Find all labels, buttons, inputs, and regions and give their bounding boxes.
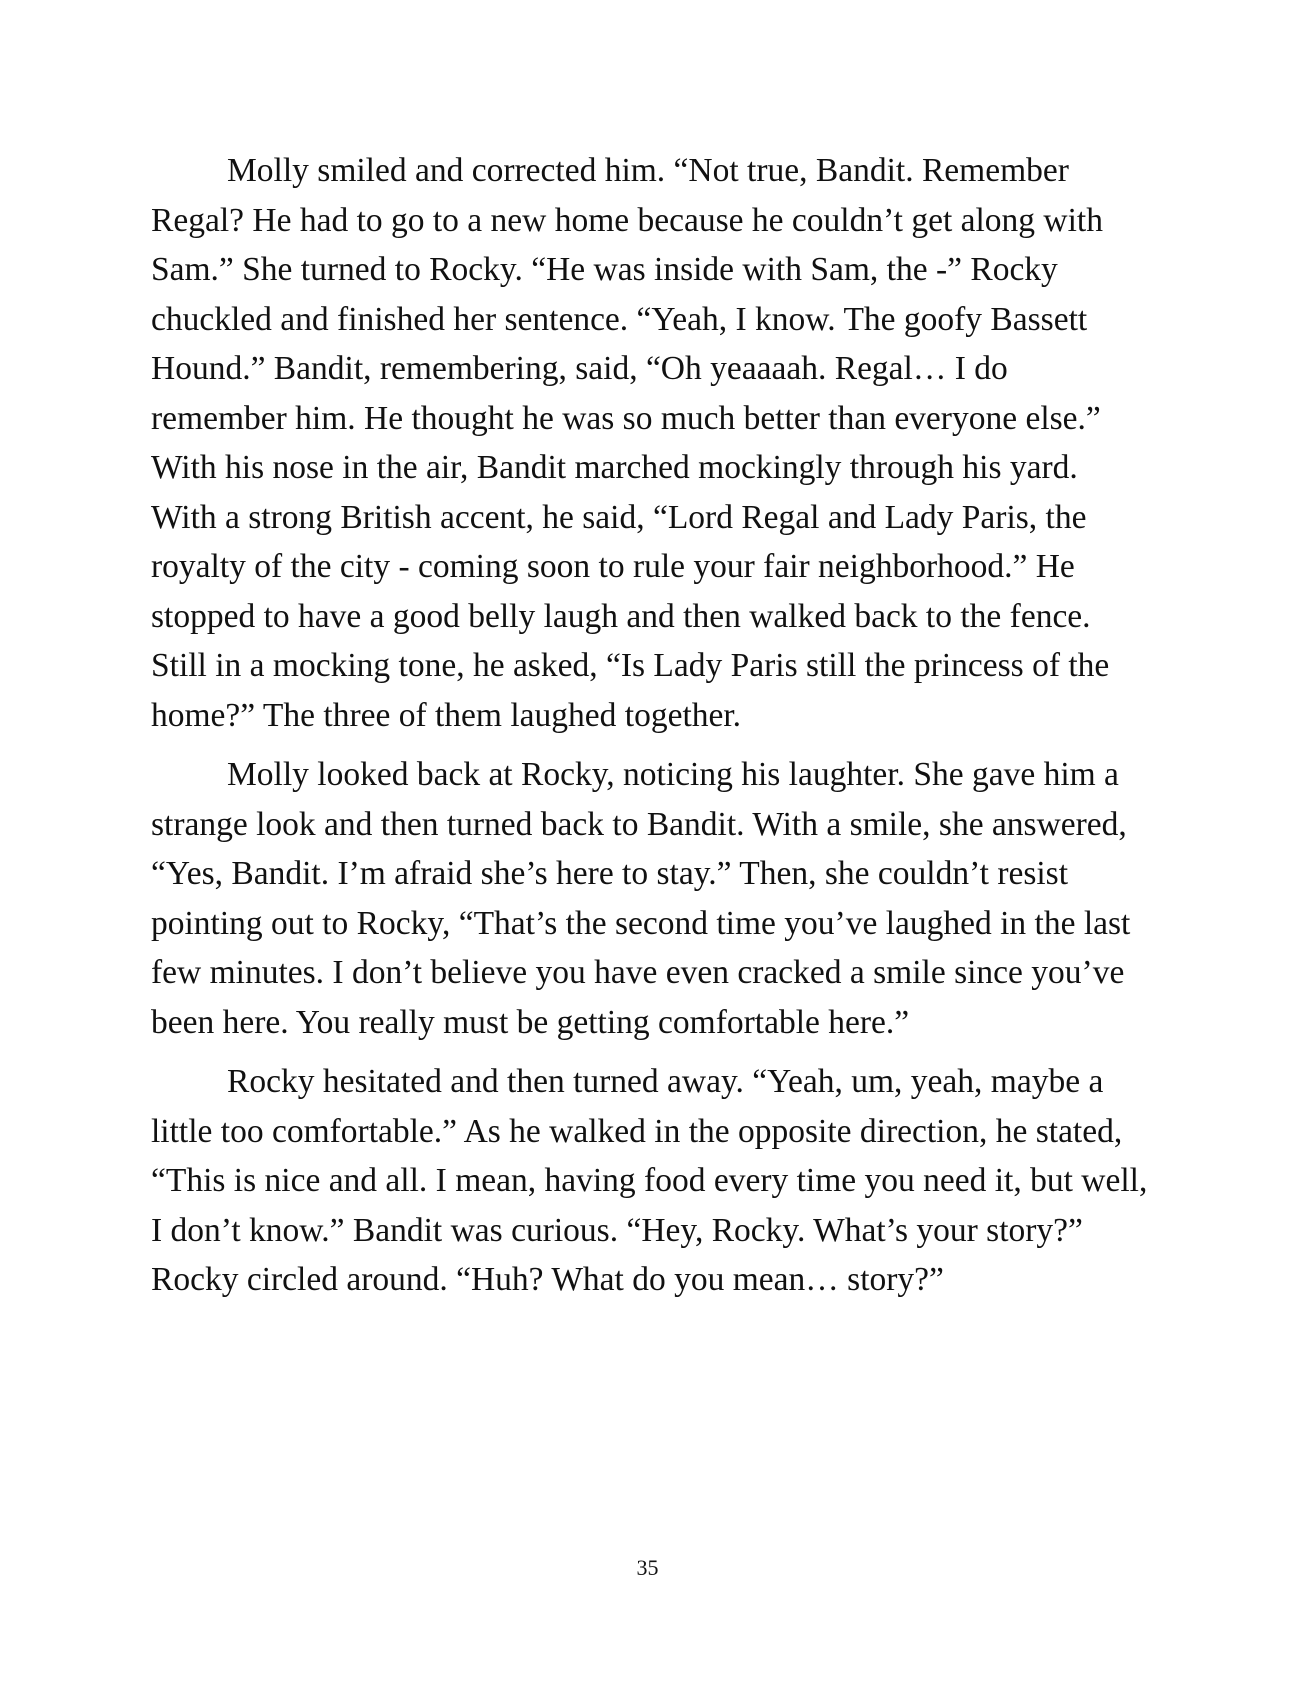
page-number: 35 (636, 1555, 659, 1580)
paragraph-1: Molly smiled and corrected him. “Not true, Bandit. Remember Regal? He had to go to a new home because he couldn’t get along with Sam.” She turned to Rocky. “He was inside with Sam, the -” Rocky chuckled and finished her sentence. “Yeah, I know. The goofy Bassett Hound.” Bandit, remembering, said, “Oh yeaaaah. Regal… I do remember him. He thought he was so much better than everyone else.” With his nose in the air, Bandit marched mockingly through his yard. With a strong British accent, he said, “Lord Regal and Lady Paris, the royalty of the city - coming soon to rule your fair neighborhood.” He stopped to have a good belly laugh and then walked back to the fence. Still in a mocking tone, he asked, “Is Lady Paris still the princess of the home?” The three of them laughed together. (151, 152, 1110, 734)
paragraph-2: Molly looked back at Rocky, noticing his laughter. She gave him a strange look and then turned back to Bandit. With a smile, she answered, “Yes, Bandit. I’m afraid she’s here to stay.” Then, she couldn’t resist pointing out to Rocky, “That’s the second time you’ve laughed in the last few minutes. I don’t believe you have even cracked a smile since you’ve been here. You really must be getting comfortable here.” (151, 756, 1131, 1041)
paragraph-3: Rocky hesitated and then turned away. “Yeah, um, yeah, maybe a little too comfortable.” As he walked in the opposite direction, he stated, “This is nice and all. I mean, having food every time you need it, but well, I don’t know.” Bandit was curious. “Hey, Rocky. What’s your story?” Rocky circled around. “Huh? What do you mean… story?” (151, 1063, 1148, 1298)
body-text (151, 146, 1148, 1315)
